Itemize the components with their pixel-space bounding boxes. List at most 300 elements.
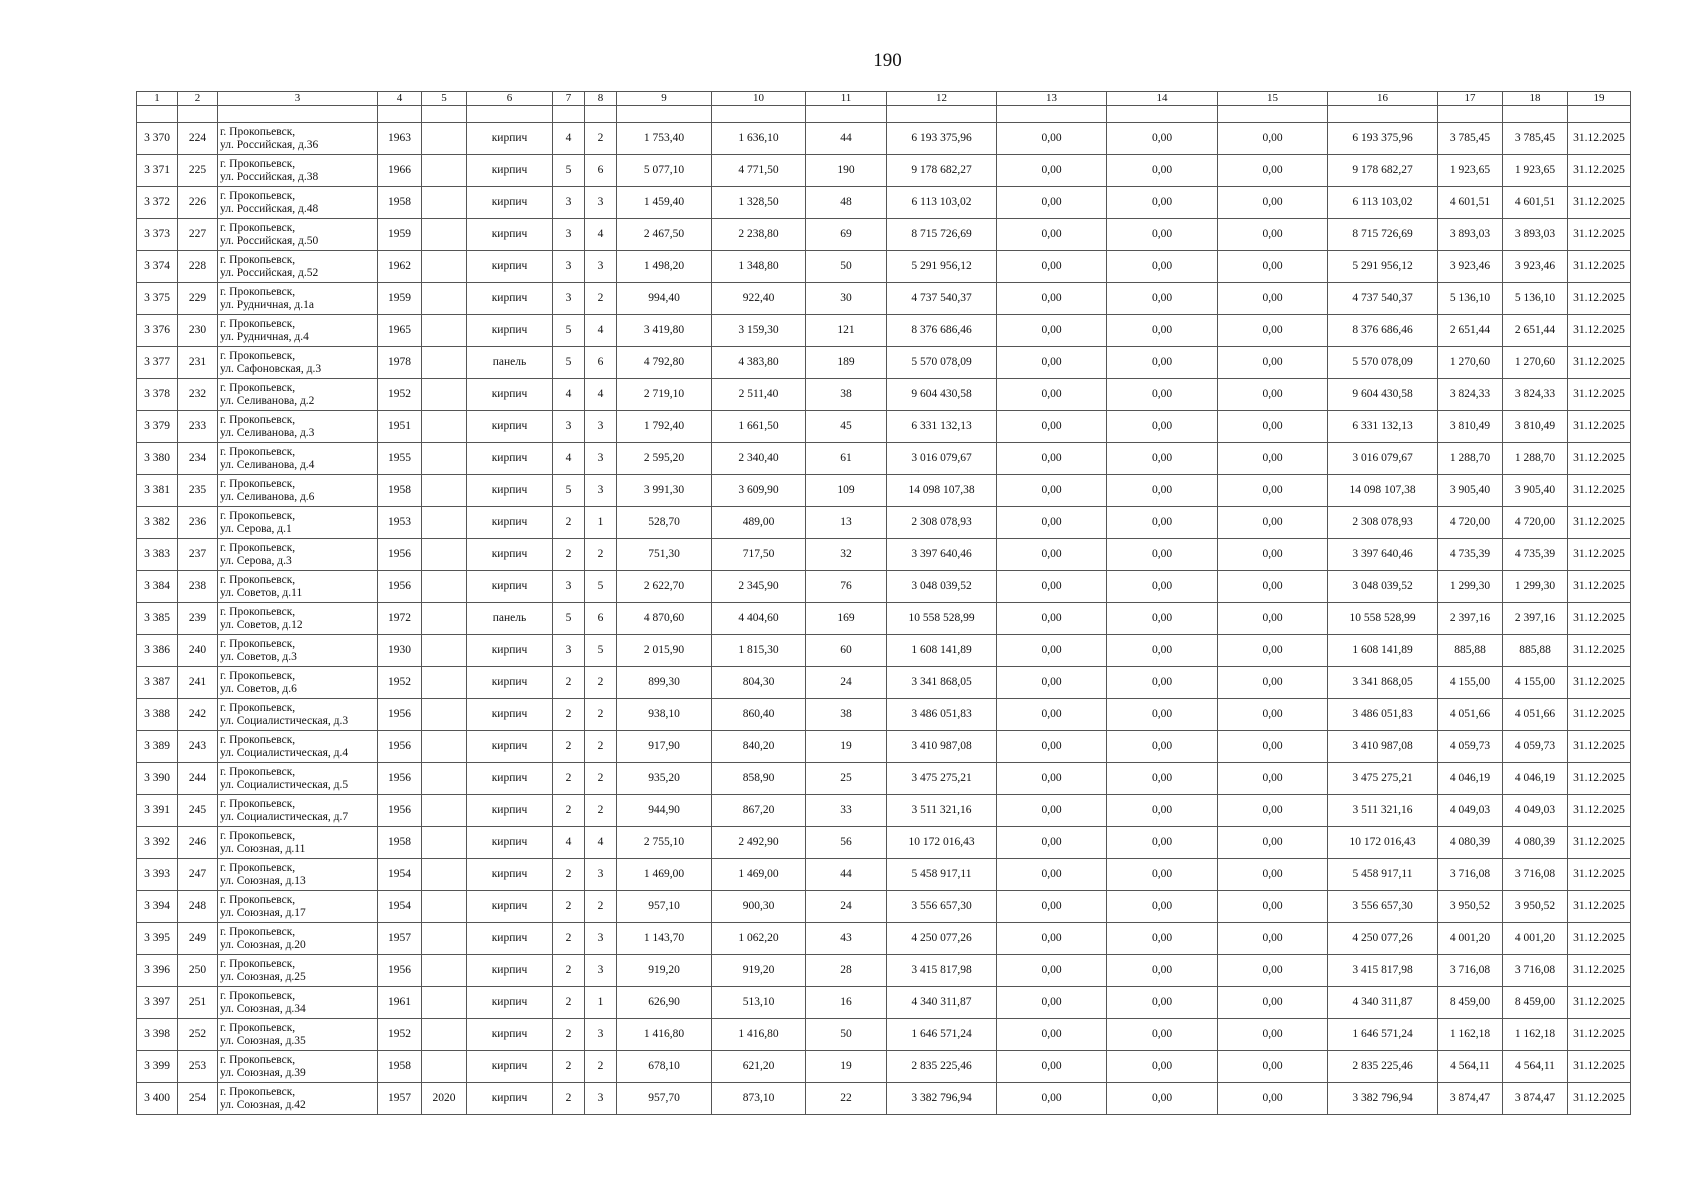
cell-living-area: 2 492,90 [712,827,806,859]
table-row [137,1083,1631,1115]
cell-record-number: 3 399 [137,1051,178,1083]
cell-cost-per-m2: 1 288,70 [1438,443,1503,475]
cell-floors: 3 [553,251,585,283]
cell-cost-owners: 14 098 107,38 [1328,475,1438,507]
cell-cost-total: 8 376 686,46 [887,315,997,347]
table-row [137,859,1631,891]
table-row [137,347,1631,379]
cell-local-number: 253 [178,1051,218,1083]
cell-entrances: 3 [585,923,617,955]
cell-wall-material: кирпич [467,827,553,859]
cell-record-number: 3 371 [137,155,178,187]
cell-cost-federal: 0,00 [997,283,1107,315]
cell-year-built: 1956 [378,763,422,795]
cell-record-number: 3 391 [137,795,178,827]
column-header-16: 16 [1328,92,1438,106]
cell-wall-material: кирпич [467,315,553,347]
address-street: ул. Рудничная, д.4 [220,330,309,343]
cell-record-number: 3 394 [137,891,178,923]
cell-year-built: 1956 [378,539,422,571]
cell-max-cost-per-m2: 3 950,52 [1503,891,1568,923]
cell-max-cost-per-m2: 1 270,60 [1503,347,1568,379]
cell-cost-local: 0,00 [1218,1019,1328,1051]
cell-residents: 44 [806,123,887,155]
cell-cost-per-m2: 4 080,39 [1438,827,1503,859]
cell-local-number: 229 [178,283,218,315]
cell-floors: 2 [553,955,585,987]
cell-cost-local: 0,00 [1218,571,1328,603]
cell-planned-date: 31.12.2025 [1568,667,1631,699]
cell-address [218,571,378,603]
cell-entrances: 3 [585,475,617,507]
cell-total-area: 3 419,80 [617,315,712,347]
cell-year-built: 1955 [378,443,422,475]
cell-year-renovated [422,251,467,283]
cell-year-built: 1957 [378,923,422,955]
cell-cost-per-m2: 885,88 [1438,635,1503,667]
cell-cost-federal: 0,00 [997,795,1107,827]
cell-total-area: 1 416,80 [617,1019,712,1051]
cell-planned-date: 31.12.2025 [1568,347,1631,379]
cell-floors: 2 [553,539,585,571]
cell-cost-total: 3 048 039,52 [887,571,997,603]
cell-cost-owners: 5 570 078,09 [1328,347,1438,379]
cell-planned-date: 31.12.2025 [1568,891,1631,923]
spacer-cell [467,106,553,123]
address-city: г. Прокопьевск, [220,733,296,746]
cell-cost-regional: 0,00 [1107,475,1218,507]
cell-wall-material: панель [467,603,553,635]
cell-floors: 2 [553,1019,585,1051]
cell-cost-total: 3 486 051,83 [887,699,997,731]
cell-floors: 5 [553,475,585,507]
cell-cost-local: 0,00 [1218,123,1328,155]
cell-cost-local: 0,00 [1218,1083,1328,1115]
cell-address [218,795,378,827]
spacer-cell [1107,106,1218,123]
cell-max-cost-per-m2: 4 720,00 [1503,507,1568,539]
cell-year-renovated [422,955,467,987]
cell-cost-per-m2: 3 716,08 [1438,955,1503,987]
cell-total-area: 1 753,40 [617,123,712,155]
cell-entrances: 2 [585,763,617,795]
cell-year-built: 1952 [378,379,422,411]
cell-cost-total: 3 556 657,30 [887,891,997,923]
cell-floors: 2 [553,987,585,1019]
cell-residents: 44 [806,859,887,891]
cell-residents: 190 [806,155,887,187]
cell-wall-material: панель [467,347,553,379]
cell-wall-material: кирпич [467,571,553,603]
cell-max-cost-per-m2: 4 601,51 [1503,187,1568,219]
cell-address [218,699,378,731]
table-row [137,443,1631,475]
cell-cost-total: 5 458 917,11 [887,859,997,891]
cell-wall-material: кирпич [467,987,553,1019]
cell-local-number: 244 [178,763,218,795]
cell-cost-local: 0,00 [1218,699,1328,731]
cell-residents: 50 [806,1019,887,1051]
cell-cost-local: 0,00 [1218,1051,1328,1083]
cell-record-number: 3 376 [137,315,178,347]
cell-wall-material: кирпич [467,187,553,219]
cell-residents: 16 [806,987,887,1019]
cell-cost-local: 0,00 [1218,731,1328,763]
cell-wall-material: кирпич [467,411,553,443]
column-header-18: 18 [1503,92,1568,106]
cell-entrances: 6 [585,603,617,635]
cell-local-number: 247 [178,859,218,891]
cell-cost-per-m2: 3 785,45 [1438,123,1503,155]
cell-max-cost-per-m2: 885,88 [1503,635,1568,667]
cell-total-area: 2 015,90 [617,635,712,667]
column-header-9: 9 [617,92,712,106]
cell-living-area: 1 062,20 [712,923,806,955]
cell-living-area: 513,10 [712,987,806,1019]
cell-address [218,155,378,187]
cell-max-cost-per-m2: 4 001,20 [1503,923,1568,955]
cell-year-built: 1965 [378,315,422,347]
cell-year-built: 1958 [378,1051,422,1083]
cell-residents: 45 [806,411,887,443]
cell-living-area: 1 661,50 [712,411,806,443]
cell-year-built: 1951 [378,411,422,443]
cell-total-area: 2 719,10 [617,379,712,411]
cell-total-area: 4 870,60 [617,603,712,635]
cell-cost-owners: 10 558 528,99 [1328,603,1438,635]
cell-entrances: 4 [585,379,617,411]
column-header-3: 3 [218,92,378,106]
address-street: ул. Российская, д.52 [220,266,319,279]
cell-residents: 189 [806,347,887,379]
address-city: г. Прокопьевск, [220,157,296,170]
cell-floors: 2 [553,507,585,539]
cell-cost-owners: 9 178 682,27 [1328,155,1438,187]
cell-cost-regional: 0,00 [1107,731,1218,763]
page-number: 190 [873,50,902,71]
cell-record-number: 3 385 [137,603,178,635]
cell-cost-total: 6 193 375,96 [887,123,997,155]
column-header-2: 2 [178,92,218,106]
cell-cost-regional: 0,00 [1107,1051,1218,1083]
cell-entrances: 6 [585,347,617,379]
cell-cost-regional: 0,00 [1107,283,1218,315]
cell-cost-local: 0,00 [1218,507,1328,539]
cell-year-built: 1958 [378,475,422,507]
spacer-cell [585,106,617,123]
table-row [137,379,1631,411]
cell-max-cost-per-m2: 4 735,39 [1503,539,1568,571]
cell-max-cost-per-m2: 3 716,08 [1503,859,1568,891]
cell-floors: 2 [553,699,585,731]
cell-wall-material: кирпич [467,1019,553,1051]
cell-living-area: 860,40 [712,699,806,731]
cell-record-number: 3 392 [137,827,178,859]
cell-wall-material: кирпич [467,1051,553,1083]
table-row [137,731,1631,763]
cell-cost-per-m2: 3 716,08 [1438,859,1503,891]
cell-year-renovated [422,347,467,379]
cell-address [218,315,378,347]
cell-floors: 3 [553,283,585,315]
cell-planned-date: 31.12.2025 [1568,635,1631,667]
table-row [137,667,1631,699]
cell-max-cost-per-m2: 3 905,40 [1503,475,1568,507]
cell-entrances: 2 [585,891,617,923]
cell-cost-total: 3 016 079,67 [887,443,997,475]
cell-local-number: 230 [178,315,218,347]
cell-planned-date: 31.12.2025 [1568,539,1631,571]
cell-year-built: 1956 [378,699,422,731]
cell-residents: 60 [806,635,887,667]
table-row [137,219,1631,251]
address-city: г. Прокопьевск, [220,413,296,426]
cell-cost-regional: 0,00 [1107,251,1218,283]
cell-wall-material: кирпич [467,763,553,795]
cell-year-renovated [422,795,467,827]
cell-cost-total: 9 178 682,27 [887,155,997,187]
cell-cost-owners: 3 016 079,67 [1328,443,1438,475]
cell-year-renovated [422,411,467,443]
spacer-cell [422,106,467,123]
cell-residents: 24 [806,667,887,699]
address-street: ул. Серова, д.1 [220,522,292,535]
table-row [137,123,1631,155]
cell-cost-regional: 0,00 [1107,1083,1218,1115]
cell-total-area: 2 755,10 [617,827,712,859]
cell-floors: 2 [553,1083,585,1115]
cell-residents: 50 [806,251,887,283]
cell-total-area: 1 792,40 [617,411,712,443]
cell-cost-owners: 3 415 817,98 [1328,955,1438,987]
cell-max-cost-per-m2: 3 824,33 [1503,379,1568,411]
cell-record-number: 3 393 [137,859,178,891]
table-row [137,699,1631,731]
cell-floors: 2 [553,731,585,763]
cell-record-number: 3 379 [137,411,178,443]
cell-max-cost-per-m2: 2 651,44 [1503,315,1568,347]
cell-cost-per-m2: 2 651,44 [1438,315,1503,347]
cell-address [218,443,378,475]
cell-cost-federal: 0,00 [997,123,1107,155]
address-street: ул. Российская, д.38 [220,170,319,183]
cell-cost-owners: 3 382 796,94 [1328,1083,1438,1115]
cell-cost-owners: 3 475 275,21 [1328,763,1438,795]
address-street: ул. Социалистическая, д.5 [220,778,349,791]
table-row [137,635,1631,667]
table-row [137,923,1631,955]
cell-address [218,251,378,283]
table-row [137,315,1631,347]
cell-address [218,219,378,251]
cell-living-area: 840,20 [712,731,806,763]
column-header-1: 1 [137,92,178,106]
cell-entrances: 2 [585,283,617,315]
cell-planned-date: 31.12.2025 [1568,987,1631,1019]
cell-total-area: 4 792,80 [617,347,712,379]
address-city: г. Прокопьевск, [220,1053,296,1066]
cell-entrances: 2 [585,539,617,571]
cell-total-area: 1 143,70 [617,923,712,955]
cell-wall-material: кирпич [467,475,553,507]
cell-record-number: 3 382 [137,507,178,539]
cell-max-cost-per-m2: 3 785,45 [1503,123,1568,155]
address-street: ул. Российская, д.36 [220,138,319,151]
cell-year-built: 1930 [378,635,422,667]
table-body [137,123,1631,1115]
cell-cost-owners: 2 308 078,93 [1328,507,1438,539]
cell-total-area: 678,10 [617,1051,712,1083]
cell-total-area: 994,40 [617,283,712,315]
cell-max-cost-per-m2: 1 162,18 [1503,1019,1568,1051]
cell-entrances: 2 [585,699,617,731]
cell-living-area: 3 609,90 [712,475,806,507]
cell-planned-date: 31.12.2025 [1568,251,1631,283]
cell-entrances: 4 [585,315,617,347]
cell-cost-total: 5 570 078,09 [887,347,997,379]
cell-entrances: 3 [585,1019,617,1051]
cell-address [218,283,378,315]
cell-cost-federal: 0,00 [997,667,1107,699]
cell-cost-federal: 0,00 [997,251,1107,283]
cell-residents: 121 [806,315,887,347]
cell-record-number: 3 375 [137,283,178,315]
cell-entrances: 2 [585,123,617,155]
column-header-14: 14 [1107,92,1218,106]
cell-cost-regional: 0,00 [1107,635,1218,667]
table-row [137,1019,1631,1051]
table-row [137,187,1631,219]
cell-address [218,1051,378,1083]
cell-year-built: 1961 [378,987,422,1019]
cell-cost-total: 2 835 225,46 [887,1051,997,1083]
cell-address [218,667,378,699]
cell-address [218,635,378,667]
cell-year-renovated [422,155,467,187]
cell-local-number: 236 [178,507,218,539]
cell-year-built: 1956 [378,795,422,827]
cell-record-number: 3 384 [137,571,178,603]
cell-cost-total: 3 475 275,21 [887,763,997,795]
cell-year-renovated [422,539,467,571]
cell-address [218,731,378,763]
address-city: г. Прокопьевск, [220,541,296,554]
cell-floors: 3 [553,571,585,603]
cell-cost-owners: 9 604 430,58 [1328,379,1438,411]
cell-year-built: 1962 [378,251,422,283]
cell-wall-material: кирпич [467,443,553,475]
cell-record-number: 3 389 [137,731,178,763]
cell-living-area: 489,00 [712,507,806,539]
spacer-cell [806,106,887,123]
cell-planned-date: 31.12.2025 [1568,1083,1631,1115]
cell-local-number: 235 [178,475,218,507]
cell-planned-date: 31.12.2025 [1568,859,1631,891]
cell-local-number: 241 [178,667,218,699]
table-row [137,891,1631,923]
cell-cost-local: 0,00 [1218,219,1328,251]
cell-living-area: 900,30 [712,891,806,923]
address-city: г. Прокопьевск, [220,189,296,202]
cell-cost-federal: 0,00 [997,987,1107,1019]
cell-total-area: 917,90 [617,731,712,763]
cell-record-number: 3 372 [137,187,178,219]
address-street: ул. Советов, д.12 [220,618,303,631]
cell-living-area: 2 340,40 [712,443,806,475]
address-street: ул. Союзная, д.11 [220,842,306,855]
cell-cost-federal: 0,00 [997,923,1107,955]
cell-year-renovated [422,859,467,891]
cell-local-number: 243 [178,731,218,763]
cell-cost-local: 0,00 [1218,443,1328,475]
cell-entrances: 3 [585,251,617,283]
cell-max-cost-per-m2: 4 051,66 [1503,699,1568,731]
cell-year-built: 1978 [378,347,422,379]
cell-living-area: 1 469,00 [712,859,806,891]
address-city: г. Прокопьевск, [220,221,296,234]
cell-year-renovated [422,1019,467,1051]
cell-year-renovated [422,507,467,539]
cell-total-area: 944,90 [617,795,712,827]
cell-year-renovated [422,283,467,315]
table-row [137,507,1631,539]
cell-cost-federal: 0,00 [997,699,1107,731]
cell-residents: 33 [806,795,887,827]
table-row [137,987,1631,1019]
cell-year-renovated [422,571,467,603]
address-city: г. Прокопьевск, [220,765,296,778]
cell-residents: 38 [806,379,887,411]
cell-cost-federal: 0,00 [997,635,1107,667]
cell-residents: 43 [806,923,887,955]
address-street: ул. Социалистическая, д.3 [220,714,349,727]
cell-cost-per-m2: 3 923,46 [1438,251,1503,283]
cell-planned-date: 31.12.2025 [1568,379,1631,411]
cell-planned-date: 31.12.2025 [1568,1019,1631,1051]
cell-record-number: 3 400 [137,1083,178,1115]
address-street: ул. Селиванова, д.6 [220,490,315,503]
cell-wall-material: кирпич [467,731,553,763]
cell-living-area: 1 328,50 [712,187,806,219]
cell-total-area: 2 595,20 [617,443,712,475]
cell-wall-material: кирпич [467,923,553,955]
cell-living-area: 4 404,60 [712,603,806,635]
cell-entrances: 1 [585,987,617,1019]
table-row [137,539,1631,571]
cell-planned-date: 31.12.2025 [1568,955,1631,987]
cell-cost-federal: 0,00 [997,379,1107,411]
cell-cost-local: 0,00 [1218,955,1328,987]
cell-cost-total: 1 608 141,89 [887,635,997,667]
cell-record-number: 3 378 [137,379,178,411]
address-street: ул. Селиванова, д.2 [220,394,315,407]
cell-record-number: 3 395 [137,923,178,955]
cell-cost-federal: 0,00 [997,347,1107,379]
cell-cost-per-m2: 1 162,18 [1438,1019,1503,1051]
cell-cost-per-m2: 3 824,33 [1438,379,1503,411]
cell-cost-local: 0,00 [1218,795,1328,827]
cell-cost-regional: 0,00 [1107,443,1218,475]
table-row [137,155,1631,187]
cell-cost-regional: 0,00 [1107,891,1218,923]
cell-cost-local: 0,00 [1218,187,1328,219]
cell-year-built: 1956 [378,955,422,987]
cell-record-number: 3 386 [137,635,178,667]
cell-cost-per-m2: 4 155,00 [1438,667,1503,699]
cell-local-number: 232 [178,379,218,411]
cell-cost-local: 0,00 [1218,987,1328,1019]
cell-cost-regional: 0,00 [1107,123,1218,155]
